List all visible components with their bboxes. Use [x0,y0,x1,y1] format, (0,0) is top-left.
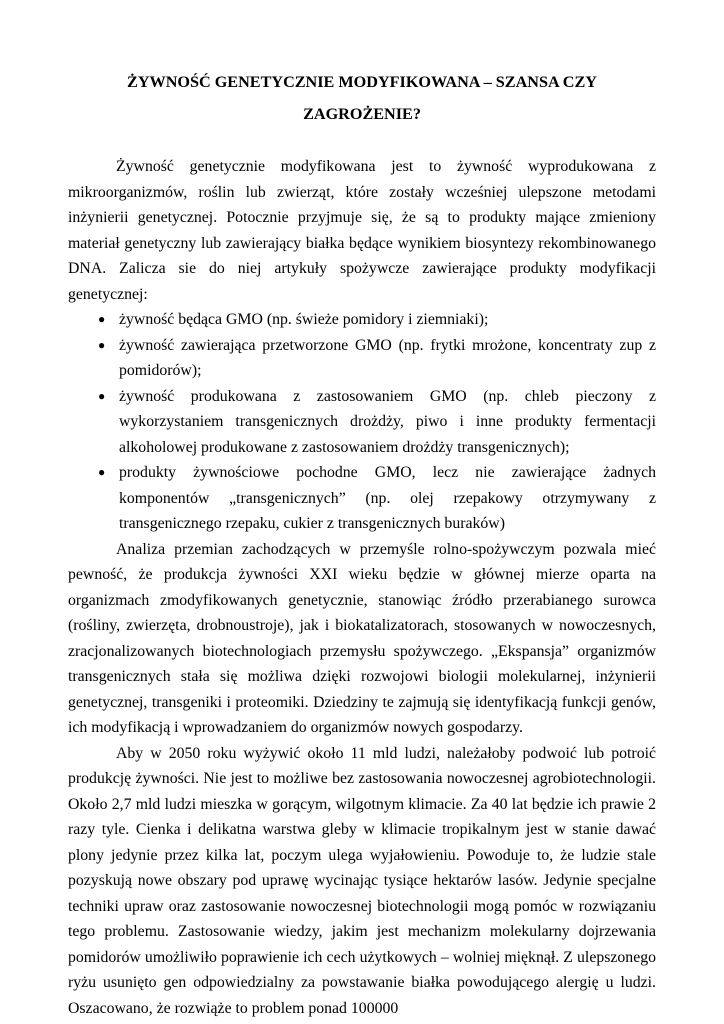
bullet-icon: ● [98,337,106,352]
list-item [68,307,656,333]
intro-paragraph: Żywność genetycznie modyfikowana jest to żywność wyprodukowana z mikroorganizmów, roślin lub zwierząt, które zostały wcześniej ulepszone metodami inżynierii genetycznej. Potocznie przyjmuje się, że są to produkty mające zmieniony materiał genetyczny lub zawierający białka będące wynikiem biosyntezy rekombinowanego DNA. Zalicza sie do niej artykuły spożywcze zawierające produkty modyfikacji genetycznej: [68,158,656,303]
list-item-text: żywność będąca GMO (np. świeże pomidory i ziemniaki); [119,311,489,328]
document-page [68,0,656,1021]
list-item [68,333,656,384]
gmo-food-list [68,307,656,537]
document-title: ŻYWNOŚĆ GENETYCZNIE MODYFIKOWANA – SZANSA CZY ZAGROŻENIE? [127,73,597,123]
list-item [68,460,656,537]
list-item-text: żywność produkowana z zastosowaniem GMO (np. chleb pieczony z wykorzystaniem transgenicznych drożdży, piwo i inne produkty fermentacji alkoholowej produkowane z zastosowaniem drożdży transgenicznych); [119,387,656,456]
population-paragraph: Aby w 2050 roku wyżywić około 11 mld ludzi, należałoby podwoić lub potroić produkcję żywności. Nie jest to możliwe bez zastosowania nowoczesnej agrobiotechnologii. Około 2,7 mld ludzi mieszka w gorącym, wilgotnym klimacie. Za 40 lat będzie ich prawie 2 razy tyle. Cienka i delikatna warstwa gleby w klimacie tropikalnym jest w stanie dawać plony jedynie przez kilka lat, poczym ulega wyjałowieniu. Powoduje to, że ludzie stale pozyskują nowe obszary pod uprawę wycinając tysiące hektarów lasów. Jedynie specjalne techniki upraw oraz zastosowanie nowoczesnej biotechnologii mogą pomóc w rozwiązaniu tego problemu. Zastosowanie wiedzy, jakim jest mechanizm molekularny dojrzewania pomidorów umożliwiło poprawienie ich cech użytkowych – wolniej mięknął. Z ulepszonego ryżu usunięto gen odpowiedzialny za powstawanie białka powodującego alergię u ludzi. Oszacowano, że rozwiąże to problem ponad 100000 [68,744,656,1017]
list-item [68,384,656,461]
list-item-text: żywność zawierająca przetworzone GMO (np. frytki mrożone, koncentraty zup z pomidorów); [119,336,656,379]
document-body [68,154,656,1021]
analysis-paragraph: Analiza przemian zachodzących w przemyśle rolno-spożywczym pozwala mieć pewność, że produkcja żywności XXI wieku będzie w głównej mierze oparta na organizmach zmodyfikowanych genetycznie, stanowiąc źródło przerabianego surowca (rośliny, zwierzęta, drobnoustroje), jak i biokatalizatorach, stosowanych w nowoczesnych, zracjonalizowanych biotechnologiach przemysłu spożywczego. „Ekspansja” organizmów transgenicznych stała się możliwa dzięki rozwojowi biologii molekularnej, inżynierii genetycznej, transgeniki i proteomiki. Dziedziny te zajmują się identyfikacją funkcji genów, ich modyfikacją i wprowadzaniem do organizmów nowych gospodarzy. [68,540,656,736]
list-item-text: produkty żywnościowe pochodne GMO, lecz nie zawierające żadnych komponentów „transgenicznych” (np. olej rzepakowy otrzymywany z transgenicznego rzepaku, cukier z transgenicznych buraków) [119,464,656,532]
bullet-icon: ● [98,312,106,326]
bullet-icon: ● [98,388,106,403]
bullet-icon: ● [98,465,106,479]
